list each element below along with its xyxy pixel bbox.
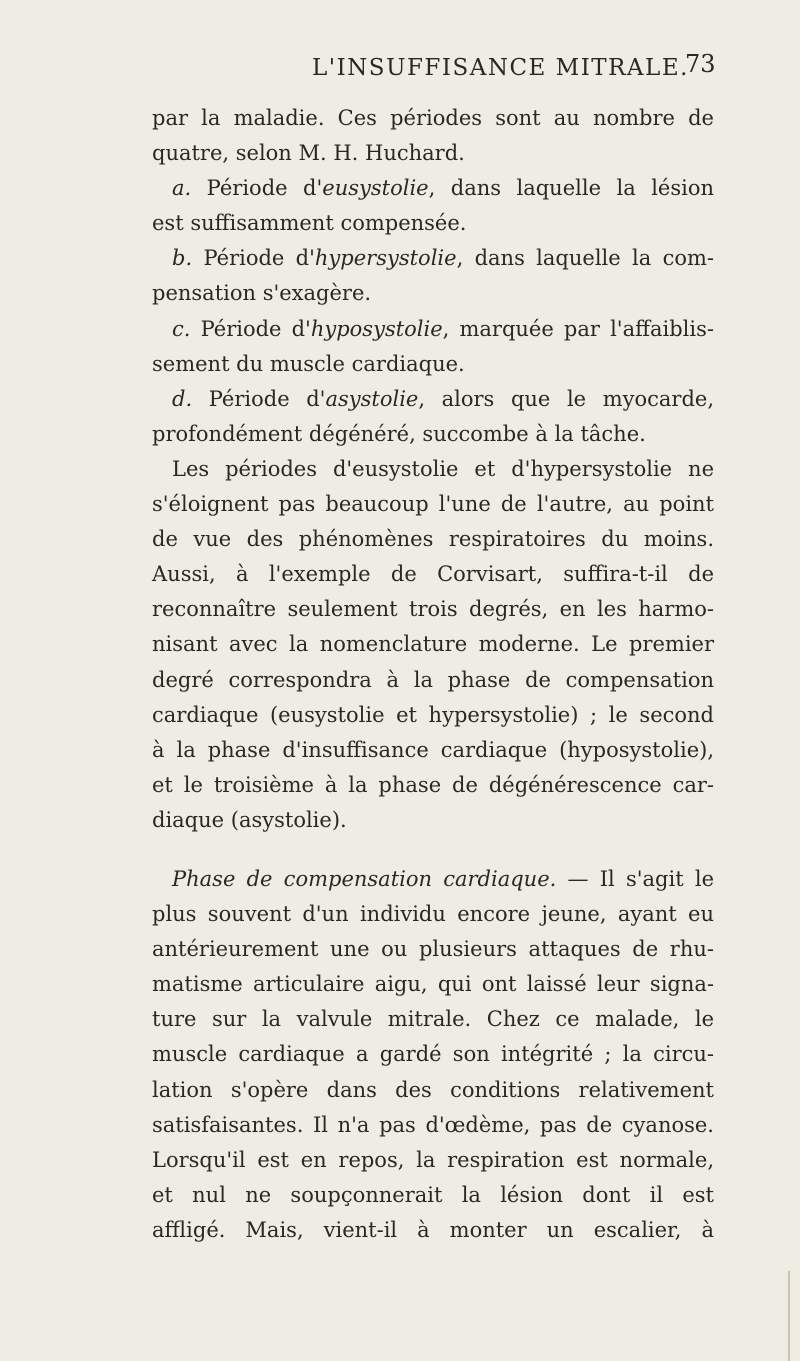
list-item-b: b. Période d'hypersystolie, dans laquelle la com-	[172, 246, 714, 271]
text-line: Les périodes d'eusystolie et d'hypersystolie ne	[172, 456, 714, 481]
list-item-a: a. Période d'eusystolie, dans laquelle la lésion	[172, 176, 714, 201]
text-line: de vue des phénomènes respiratoires du moins.	[152, 527, 714, 552]
text-line: Aussi, à l'exemple de Corvisart, suffira-t-il de	[152, 562, 714, 587]
body-text	[152, 101, 714, 1248]
text-line: à la phase d'insuffisance cardiaque (hyposystolie),	[152, 737, 714, 762]
text-line: par la maladie. Ces périodes sont au nombre de	[152, 106, 714, 130]
text-line: profondément dégénéré, succombe à la tâche.	[152, 421, 646, 446]
term: hyposystolie	[310, 316, 443, 341]
text-line: diaque (asystolie).	[152, 807, 347, 832]
text-line: cardiaque (eusystolie et hypersystolie) ; le second	[152, 702, 714, 727]
text-line: degré correspondra à la phase de compensation	[152, 667, 714, 692]
list-item-d: d. Période d'asystolie, alors que le myocarde,	[172, 386, 714, 411]
text-line: ture sur la valvule mitrale. Chez ce malade, le	[152, 1007, 714, 1032]
text-line: pensation s'exagère.	[152, 281, 372, 306]
text-line: est suffisamment compensée.	[152, 211, 467, 236]
item-letter: d.	[172, 386, 193, 411]
text-line: et nul ne soupçonnerait la lésion dont il est	[152, 1182, 714, 1207]
section-heading: Phase de compensation cardiaque.	[172, 866, 557, 891]
term: hypersystolie	[314, 246, 457, 271]
text-line: plus souvent d'un individu encore jeune, ayant eu	[152, 902, 714, 927]
text-line: lation s'opère dans des conditions relativement	[152, 1077, 714, 1102]
text-line: muscle cardiaque a gardé son intégrité ; la circu-	[152, 1042, 714, 1067]
text-line: satisfaisantes. Il n'a pas d'œdème, pas de cyanose.	[152, 1112, 714, 1137]
section-heading-line: Phase de compensation cardiaque. — Il s'agit le	[172, 866, 714, 891]
page-header	[0, 50, 800, 91]
item-letter: b.	[172, 246, 193, 271]
text-line: Lorsqu'il est en repos, la respiration est normale,	[152, 1147, 714, 1172]
text-line: antérieurement une ou plusieurs attaques de rhu-	[152, 937, 714, 962]
item-letter: c.	[172, 316, 191, 341]
running-title: L'INSUFFISANCE MITRALE.	[312, 55, 689, 81]
text-line: reconnaître seulement trois degrés, en les harmo-	[152, 597, 714, 622]
text-line: affligé. Mais, vient-il à monter un escalier, à	[152, 1217, 714, 1242]
item-letter: a.	[172, 176, 192, 201]
text-line: nisant avec la nomenclature moderne. Le premier	[152, 632, 714, 657]
text-line: sement du muscle cardiaque.	[152, 351, 465, 376]
term: eusystolie	[322, 176, 429, 201]
term: asystolie	[325, 386, 419, 411]
text-line: et le troisième à la phase de dégénérescence car-	[152, 772, 714, 797]
page-edge-mark	[788, 1271, 800, 1361]
text-line: quatre, selon M. H. Huchard.	[152, 141, 465, 166]
text-line: matisme articulaire aigu, qui ont laissé leur signa-	[152, 972, 714, 997]
page-number: 73	[685, 50, 716, 78]
list-item-c: c. Période d'hyposystolie, marquée par l'affaiblis-	[172, 316, 714, 341]
paragraph-gap	[152, 838, 714, 862]
text-line: s'éloignent pas beaucoup l'une de l'autre, au point	[152, 492, 714, 517]
